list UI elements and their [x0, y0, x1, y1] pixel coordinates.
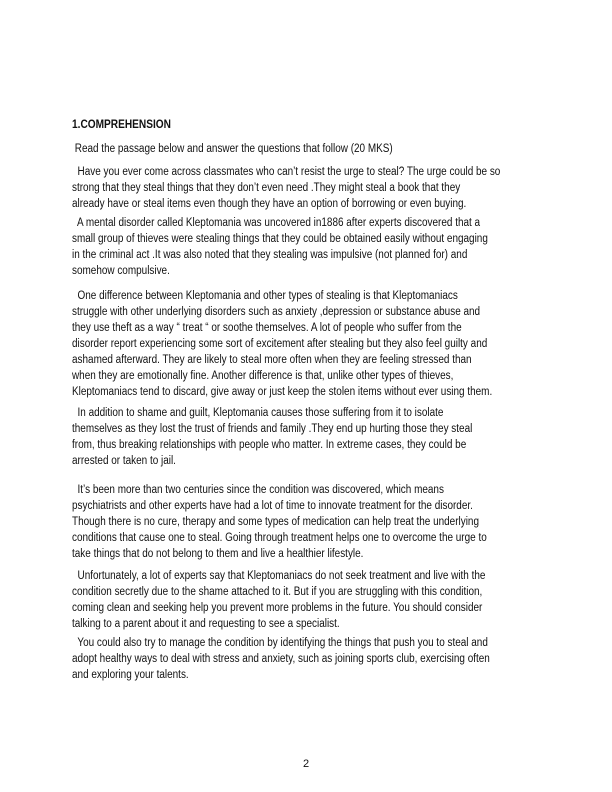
text-line: when they are emotionally fine. Another difference is that, unlike other types of thieves,	[72, 370, 454, 382]
text-line: Though there is no cure, therapy and some types of medication can help treat the underlying	[72, 516, 479, 528]
text-line: from, thus breaking relationships with people who matter. In extreme cases, they could be	[72, 439, 467, 451]
text-line: in the criminal act .It was also noted that they stealing was impulsive (not planned for) and	[72, 249, 468, 261]
text-line: Read the passage below and answer the questions that follow (20 MKS)	[72, 143, 393, 155]
paragraph	[72, 568, 592, 632]
text-line: arrested or taken to jail.	[72, 455, 176, 467]
section-heading: 1.COMPREHENSION	[72, 119, 171, 131]
text-line: In addition to shame and guilt, Kleptomania causes those suffering from it to isolate	[72, 407, 444, 419]
paragraph	[72, 215, 592, 279]
text-line: somehow compulsive.	[72, 265, 170, 277]
text-line: One difference between Kleptomania and other types of stealing is that Kleptomaniacs	[72, 290, 458, 302]
text-line: struggle with other underlying disorders such as anxiety ,depression or substance abuse and	[72, 306, 481, 318]
text-line: disorder report experiencing some sort of excitement after stealing but they also feel guilty and	[72, 338, 488, 350]
text-line: Kleptomaniacs tend to discard, give away or just keep the stolen items without ever using them.	[72, 386, 493, 398]
text-line: Have you ever come across classmates who can’t resist the urge to steal? The urge could be so	[72, 166, 501, 178]
text-line: take things that do not belong to them and live a healthier lifestyle.	[72, 548, 364, 560]
paragraph	[72, 482, 592, 562]
text-line: coming clean and seeking help you prevent more problems in the future. You should consider	[72, 602, 483, 614]
paragraph	[72, 164, 592, 212]
text-line: talking to a parent about it and requesting to see a specialist.	[72, 618, 340, 630]
text-line: conditions that cause one to steal. Going through treatment helps one to overcome the urge to	[72, 532, 487, 544]
paragraph	[72, 288, 592, 400]
text-line: A mental disorder called Kleptomania was uncovered in1886 after experts discovered that a	[72, 217, 481, 229]
text-line: ashamed afterward. They are likely to steal more often when they are feeling stressed than	[72, 354, 472, 366]
text-line: You could also try to manage the condition by identifying the things that push you to steal and	[72, 637, 488, 649]
text-line: psychiatrists and other experts have had a lot of time to innovate treatment for the disorder.	[72, 500, 473, 512]
text-line: adopt healthy ways to deal with stress and anxiety, such as joining sports club, exercising often	[72, 653, 490, 665]
paragraph-instructions	[72, 141, 592, 157]
text-line: and exploring your talents.	[72, 669, 189, 681]
text-line: already have or steal items even though they have an option of borrowing or even buying.	[72, 198, 467, 210]
text-line: strong that they steal things that they don’t even need .They might steal a book that they	[72, 182, 461, 194]
page-number: 2	[302, 758, 310, 770]
text-line: small group of thieves were stealing things that they could be obtained easily without engaging	[72, 233, 488, 245]
text-line: Unfortunately, a lot of experts say that Kleptomaniacs do not seek treatment and live with the	[72, 570, 486, 582]
paragraph	[72, 405, 592, 469]
text-line: they use theft as a way “ treat “ or soothe themselves. A lot of people who suffer from the	[72, 322, 462, 334]
text-line: themselves as they lost the trust of friends and family .They end up hurting those they steal	[72, 423, 473, 435]
text-line: condition secretly due to the shame attached to it. But if you are struggling with this condition,	[72, 586, 483, 598]
text-line: It’s been more than two centuries since the condition was discovered, which means	[72, 484, 444, 496]
paragraph	[72, 635, 592, 683]
